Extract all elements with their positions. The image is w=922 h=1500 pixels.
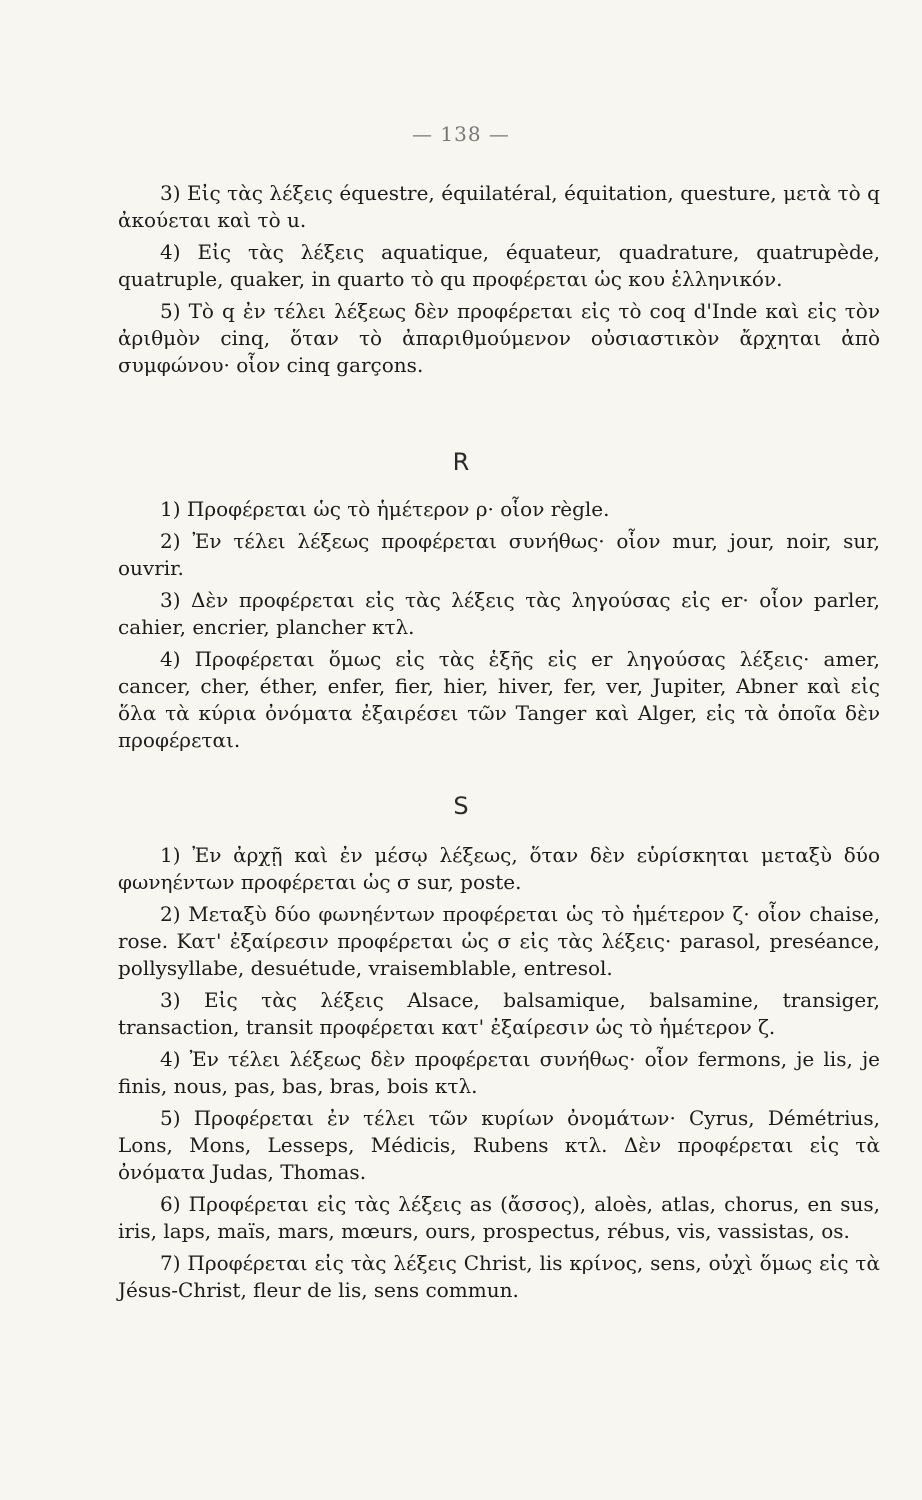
paragraph: 3) Εἰς τὰς λέξεις Alsace, balsamique, balsamine, transiger, transaction, transit προφέρεται κατ' ἐξαίρεσιν ὡς τὸ ἡμέτερον ζ.: [118, 988, 880, 1039]
section-q-body: [118, 180, 880, 384]
section-s-body: [118, 842, 880, 1309]
paragraph: 6) Προφέρεται εἰς τὰς λέξεις as (ἄσσος), aloès, atlas, chorus, en sus, iris, laps, maïs, mars, mœurs, ours, prospectus, rébus, vis, vassistas, os.: [118, 1192, 880, 1243]
section-r-body: [118, 496, 880, 759]
section-heading-r: R: [452, 448, 470, 476]
paragraph: 5) Προφέρεται ἐν τέλει τῶν κυρίων ὀνομάτων· Cyrus, Démétrius, Lons, Mons, Lesseps, Médicis, Rubens κτλ. Δὲν προφέρεται εἰς τὰ ὀνόματα Judas, Thomas.: [118, 1106, 880, 1184]
page-number: — 138 —: [412, 122, 510, 146]
paragraph: 3) Εἰς τὰς λέξεις équestre, équilatéral, équitation, questure, μετὰ τὸ q ἀκούεται καὶ τὸ u.: [118, 181, 880, 232]
section-heading-s: S: [453, 792, 469, 820]
paragraph: 3) Δὲν προφέρεται εἰς τὰς λέξεις τὰς ληγούσας εἰς er· οἷον parler, cahier, encrier, plancher κτλ.: [118, 588, 880, 639]
paragraph: 2) Ἐν τέλει λέξεως προφέρεται συνήθως· οἷον mur, jour, noir, sur, ouvrir.: [118, 529, 880, 580]
paragraph: 5) Τὸ q ἐν τέλει λέξεως δὲν προφέρεται εἰς τὸ coq d'Inde καὶ εἰς τὸν ἀριθμὸν cinq, ὅταν τὸ ἀπαριθμούμενον οὐσιαστικὸν ἄρχηται ἀπὸ συμφώνου· οἷον cinq garçons.: [118, 299, 880, 377]
paragraph: 1) Ἐν ἀρχῇ καὶ ἐν μέσῳ λέξεως, ὅταν δὲν εὑρίσκηται μεταξὺ δύο φωνηέντων προφέρεται ὡς σ sur, poste.: [118, 843, 880, 894]
paragraph: 4) Προφέρεται ὅμως εἰς τὰς ἑξῆς εἰς er ληγούσας λέξεις· amer, cancer, cher, éther, enfer, fier, hier, hiver, fer, ver, Jupiter, Abner καὶ εἰς ὅλα τὰ κύρια ὀνόματα ἐξαιρέσει τῶν Tanger καὶ Alger, εἰς τὰ ὁποῖα δὲν προφέρεται.: [118, 647, 880, 752]
paragraph: 4) Ἐν τέλει λέξεως δὲν προφέρεται συνήθως· οἷον fermons, je lis, je finis, nous, pas, bas, bras, bois κτλ.: [118, 1047, 880, 1098]
paragraph: 4) Εἰς τὰς λέξεις aquatique, équateur, quadrature, quatrupède, quatruple, quaker, in quarto τὸ qu προφέρεται ὡς κου ἑλληνικόν.: [118, 240, 880, 291]
paragraph: 2) Μεταξὺ δύο φωνηέντων προφέρεται ὡς τὸ ἡμέτερον ζ· οἷον chaise, rose. Κατ' ἐξαίρεσιν προφέρεται ὡς σ εἰς τὰς λέξεις· parasol, preséance, pollysyllabe, desuétude, vraisemblable, entresol.: [118, 902, 880, 980]
paragraph: 7) Προφέρεται εἰς τὰς λέξεις Christ, lis κρίνος, sens, οὐχὶ ὅμως εἰς τὰ Jésus-Christ, fleur de lis, sens commun.: [118, 1251, 880, 1302]
paragraph: 1) Προφέρεται ὡς τὸ ἡμέτερον ρ· οἷον règle.: [160, 497, 610, 521]
